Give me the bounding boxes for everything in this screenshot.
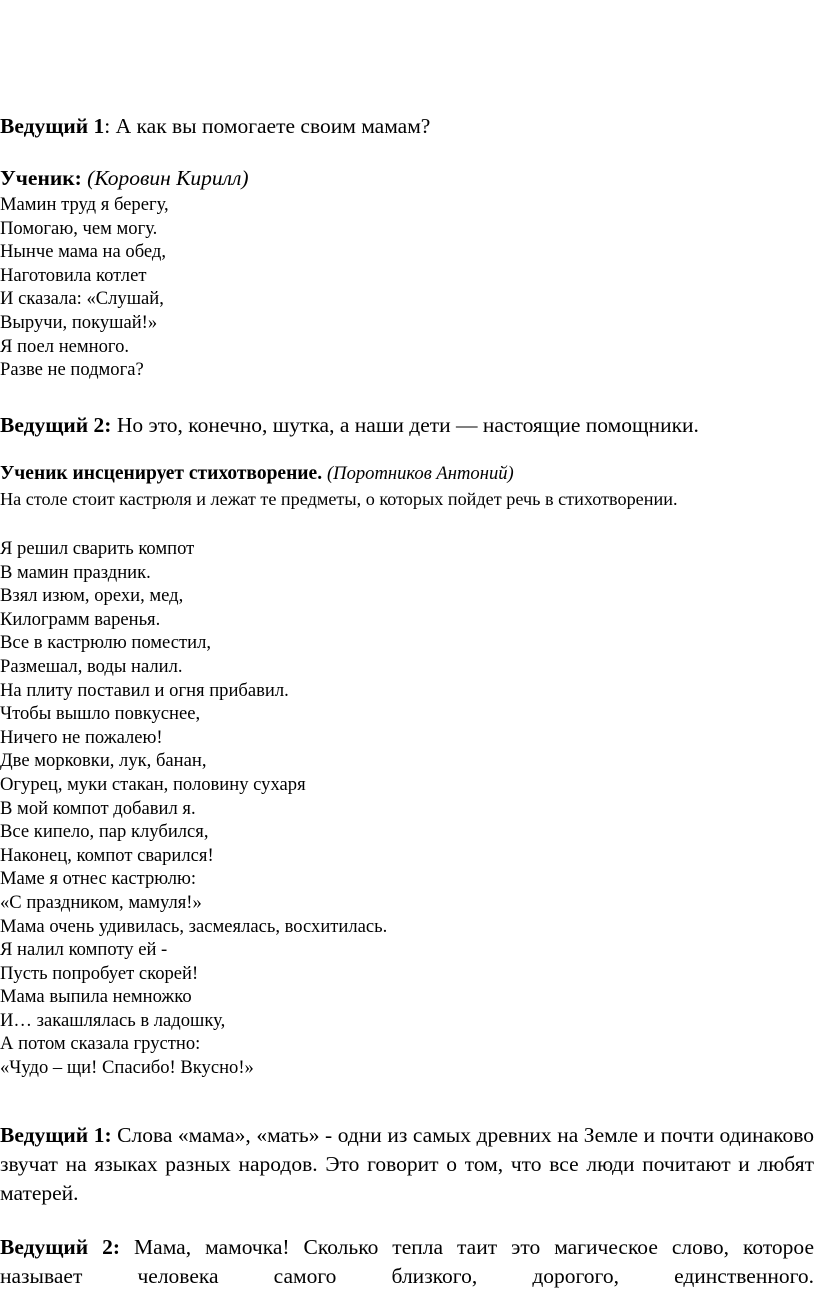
poem-line: Я поел немного. [0,335,130,357]
poem-line: Разве не подмога? [0,359,144,381]
poem-line: Чтобы вышло повкуснее, [0,703,201,725]
poem-line: Мама выпила немножко [0,986,192,1008]
student-heading [0,164,816,192]
host1-question [0,112,816,141]
host1-words-paragraph [0,1121,816,1208]
speaker-label: Ученик: [0,166,82,190]
poem-line: А потом сказала грустно: [0,1033,201,1055]
poem-line: Я решил сварить компот [0,538,195,559]
poem-line: На плиту поставил и огня прибавил. [0,679,289,701]
poem-line: «С праздником, мамуля!» [0,891,202,913]
poem-line: В мой компот добавил я. [0,797,196,819]
poem-line: Выручи, покушай!» [0,311,158,333]
poem-line: Помогаю, чем могу. [0,217,158,239]
speaker-label: Ведущий 1 [0,114,105,138]
poem-line: Огурец, муки стакан, половину сухаря [0,773,306,795]
speech-text: Слова «мама», «мать» - одни из самых древних на Земле и почти одинаково звучат на языках разных народов. Это говорит о том, что все люди почитают и любят матерей. [0,1123,815,1205]
poem-line: Наготовила котлет [0,264,147,286]
performance-heading [0,461,816,511]
poem-line: Килограмм варенья. [0,608,161,630]
heading-label: Ученик инсценирует стихотворение. [0,463,323,484]
speech-text: : А как вы помогаете своим мамам? [104,114,431,138]
poem-line: В мамин праздник. [0,561,151,583]
poem-line: «Чудо – щи! Спасибо! Вкусно!» [0,1057,254,1079]
host2-remark [0,411,816,440]
speaker-label: Ведущий 2: [0,413,112,437]
poem-line: Размешал, воды налил. [0,655,183,677]
poem-line: Наконец, компот сварился! [0,844,214,866]
poem-line: Маме я отнес кастрюлю: [0,868,197,890]
speaker-label: Ведущий 2: [0,1235,121,1259]
poem-line: Мама очень удивилась, засмеялась, восхитилась. [0,915,388,937]
host2-mama-paragraph [0,1233,816,1290]
poem-line: Я налил компоту ей - [0,939,168,961]
poem-line: Мамин труд я берегу, [0,194,169,215]
poem-line: Две морковки, лук, банан, [0,750,207,772]
speech-text: Но это, конечно, шутка, а наши дети — настоящие помощники. [111,413,699,437]
poem-line: Пусть попробует скорей! [0,962,199,984]
performer-name: (Поротников Антоний) [326,463,514,484]
speech-text: Мама, мамочка! Сколько тепла таит это магическое слово, которое называет человека самого близкого, дорогого, единственного. [0,1235,814,1288]
poem-line: Нынче мама на обед, [0,241,167,263]
poem-line: Все в кастрюлю поместил, [0,632,211,654]
performer-name: (Коровин Кирилл) [87,166,249,190]
compot-poem [0,537,816,1080]
poem-line: Все кипело, пар клубился, [0,821,209,843]
poem-line: Взял изюм, орехи, мед, [0,585,184,607]
poem-line: И… закашлялась в ладошку, [0,1009,226,1031]
speaker-label: Ведущий 1: [0,1123,112,1147]
poem-line: Ничего не пожалею! [0,726,163,748]
stage-direction: На столе стоит кастрюля и лежат те предметы, о которых пойдет речь в стихотворении. [0,489,678,509]
short-poem [0,193,816,382]
poem-line: И сказала: «Слушай, [0,288,164,310]
